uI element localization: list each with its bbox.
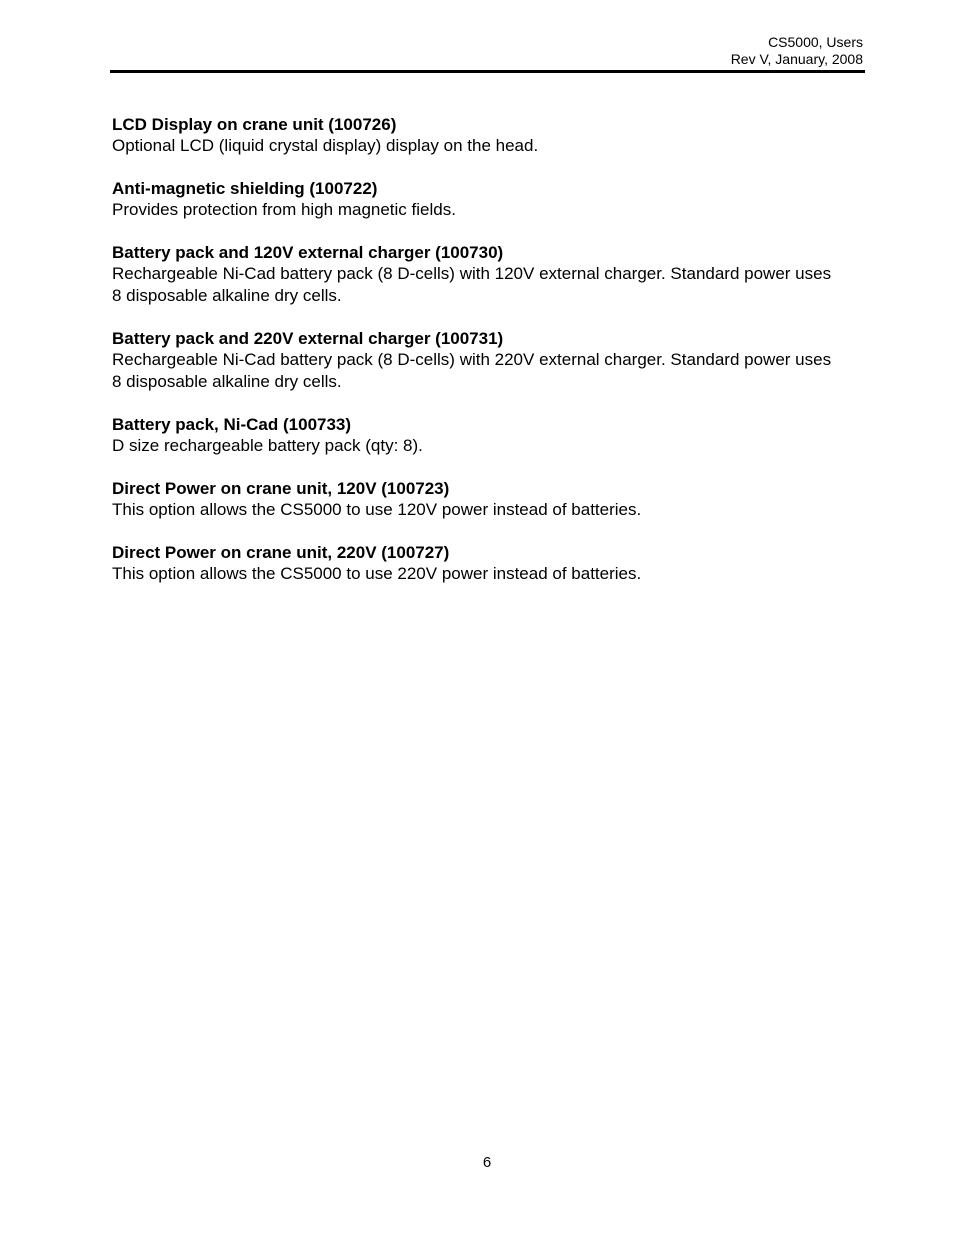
page-number: 6: [482, 1154, 492, 1171]
option-item: [112, 478, 832, 521]
option-title: Direct Power on crane unit, 120V (100723): [112, 479, 450, 498]
option-title: LCD Display on crane unit (100726): [112, 115, 397, 134]
option-description: Rechargeable Ni-Cad battery pack (8 D-cells) with 220V external charger. Standard power uses 8 disposable alkaline dry cells.: [112, 350, 832, 391]
option-description: Rechargeable Ni-Cad battery pack (8 D-cells) with 120V external charger. Standard power uses 8 disposable alkaline dry cells.: [112, 264, 832, 305]
option-item: [112, 114, 832, 157]
option-title: Anti-magnetic shielding (100722): [112, 179, 378, 198]
options-list: [112, 114, 832, 606]
header-divider: [110, 70, 865, 73]
option-title: Battery pack, Ni-Cad (100733): [112, 415, 352, 434]
option-item: [112, 328, 832, 393]
header-revision: Rev V, January, 2008: [730, 51, 863, 67]
option-description: This option allows the CS5000 to use 120V power instead of batteries.: [112, 500, 642, 519]
option-item: [112, 542, 832, 585]
option-item: [112, 414, 832, 457]
option-description: Provides protection from high magnetic fields.: [112, 200, 456, 219]
option-title: Direct Power on crane unit, 220V (100727): [112, 543, 450, 562]
option-description: D size rechargeable battery pack (qty: 8).: [112, 436, 423, 455]
option-item: [112, 178, 832, 221]
option-item: [112, 242, 832, 307]
option-description: This option allows the CS5000 to use 220V power instead of batteries.: [112, 564, 642, 583]
option-title: Battery pack and 220V external charger (100731): [112, 329, 504, 348]
page-header: [731, 34, 863, 68]
option-title: Battery pack and 120V external charger (100730): [112, 243, 504, 262]
option-description: Optional LCD (liquid crystal display) display on the head.: [112, 136, 539, 155]
header-document-title: CS5000, Users: [768, 34, 863, 50]
